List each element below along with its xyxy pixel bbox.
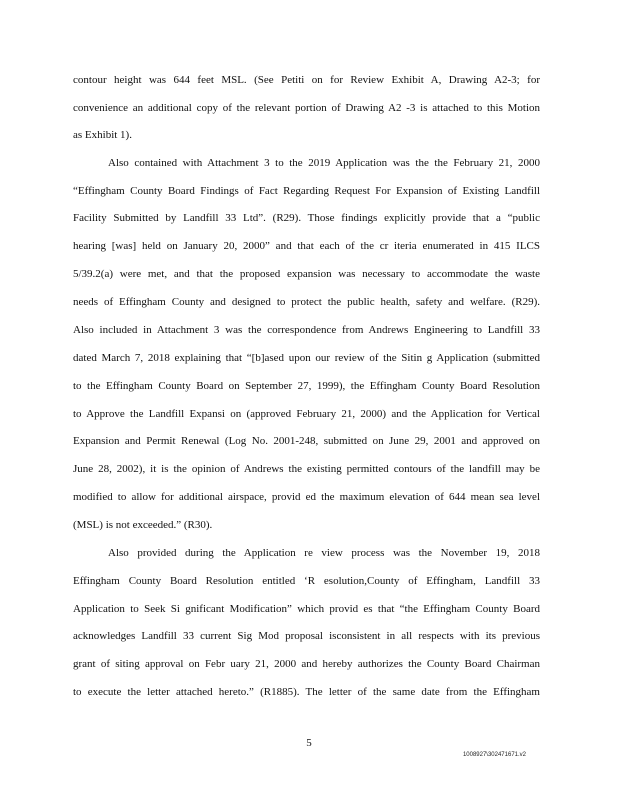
body-text-line: Application to Seek Si gnificant Modification” which provid es that “the Effingham County Board — [73, 603, 540, 615]
body-text-line: to the Effingham County Board on September 27, 1999), the Effingham County Board Resolution — [73, 380, 540, 392]
body-text-line: Facility Submitted by Landfill 33 Ltd”. (R29). Those findings explicitly provide that a “public — [73, 212, 540, 224]
body-text-line: Also provided during the Application re view process was the November 19, 2018 — [108, 547, 540, 559]
body-text-line: (MSL) is not exceeded.” (R30). — [73, 519, 213, 531]
body-text-line: acknowledges Landfill 33 current Sig Mod proposal isconsistent in all respects with its previous — [73, 630, 540, 642]
body-text-line: as Exhibit 1). — [73, 129, 132, 141]
body-text-line: to execute the letter attached hereto.” (R1885). The letter of the same date from the Effingham — [73, 686, 540, 698]
body-text-line: Also included in Attachment 3 was the correspondence from Andrews Engineering to Landfill 33 — [73, 324, 540, 336]
body-text-line: to Approve the Landfill Expansi on (approved February 21, 2000) and the Application for Vertical — [73, 408, 540, 420]
body-text-line: needs of Effingham County and designed to protect the public health, safety and welfare. (R29). — [73, 296, 540, 308]
page-number: 5 — [306, 737, 312, 749]
document-id: 1008927\302471671.v2 — [462, 752, 526, 758]
body-text-line: dated March 7, 2018 explaining that “[b]ased upon our review of the Sitin g Application (submitted — [73, 352, 540, 364]
body-text-line: Also contained with Attachment 3 to the 2019 Application was the the February 21, 2000 — [108, 157, 540, 169]
body-text-line: “Effingham County Board Findings of Fact Regarding Request For Expansion of Existing Landfill — [73, 185, 540, 197]
body-text-line: contour height was 644 feet MSL. (See Petiti on for Review Exhibit A, Drawing A2-3; for — [73, 74, 540, 86]
body-text-line: convenience an additional copy of the relevant portion of Drawing A2 -3 is attached to this Motion — [73, 102, 540, 114]
body-text-line: 5/39.2(a) were met, and that the proposed expansion was necessary to accommodate the waste — [73, 268, 540, 280]
body-text-line: modified to allow for additional airspace, provid ed the maximum elevation of 644 mean sea level — [73, 491, 540, 503]
body-text-line: Effingham County Board Resolution entitled ‘R esolution,County of Effingham, Landfill 33 — [73, 575, 540, 587]
body-text-line: hearing [was] held on January 20, 2000” and that each of the cr iteria enumerated in 415 ILCS — [73, 240, 540, 252]
body-text-line: Expansion and Permit Renewal (Log No. 2001-248, submitted on June 29, 2001 and approved on — [73, 435, 540, 447]
body-text-line: June 28, 2002), it is the opinion of Andrews the existing permitted contours of the landfill may be — [73, 463, 540, 475]
body-text-line: grant of siting approval on Febr uary 21, 2000 and hereby authorizes the County Board Chairman — [73, 658, 540, 670]
